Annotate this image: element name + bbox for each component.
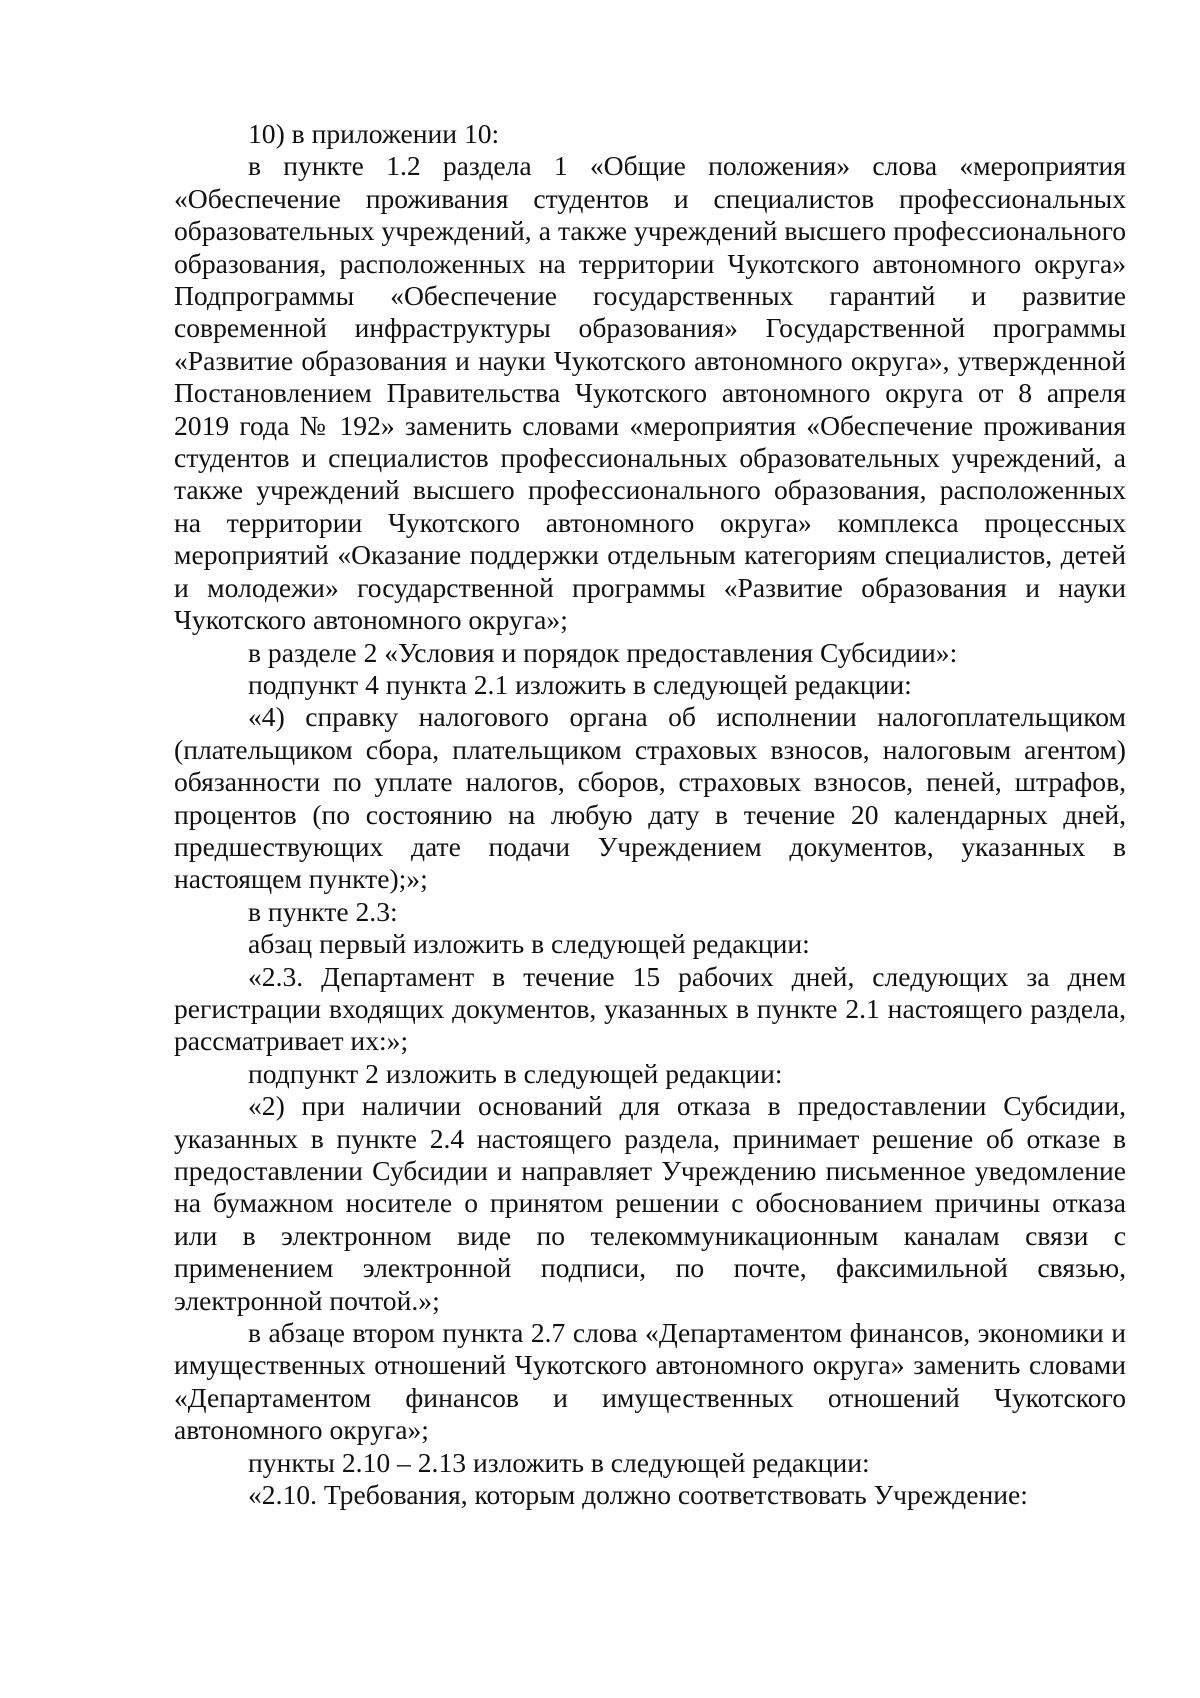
paragraph-clause23-heading: в пункте 2.3: bbox=[248, 895, 398, 927]
paragraph-clause27-amendment: в абзаце втором пункта 2.7 слова «Департаментом финансов, экономики и имущественных отношений Чукотского автономного округа» заменить словами «Департаментом финансов и имущественных отношений Чукотского автономного округа»; bbox=[174, 1317, 1126, 1446]
paragraph-clauses210-213-intro: пункты 2.10 – 2.13 изложить в следующей редакции: bbox=[248, 1446, 870, 1478]
paragraph-clause23-text: «2.3. Департамент в течение 15 рабочих дней, следующих за днем регистрации входящих документов, указанных в пункте 2.1 настоящего раздела, рассматривает их:»; bbox=[174, 960, 1126, 1057]
paragraph-appendix-heading: 10) в приложении 10: bbox=[248, 118, 500, 149]
paragraph-subclause2-intro: подпункт 2 изложить в следующей редакции: bbox=[248, 1057, 783, 1089]
paragraph-section1-amendment: в пункте 1.2 раздела 1 «Общие положения» слова «мероприятия «Обеспечение проживания студентов и специалистов профессиональных образовательных учреждений, а также учреждений высшего профессионального образования, расположенных на территории Чукотского автономного округа» Подпрограммы «Обеспечение государственных гарантий и развитие современной инфраструктуры образования» Государственной программы «Развитие образования и науки Чукотского автономного округа», утвержденной Постановлением Правительства Чукотского автономного округа от 8 апреля 2019 года № 192» заменить словами «мероприятия «Обеспечение проживания студентов и специалистов профессиональных образовательных учреждений, а также учреждений высшего профессионального образования, расположенных на территории Чукотского автономного округа» комплекса процессных мероприятий «Оказание поддержки отдельным категориям специалистов, детей и молодежи» государственной программы «Развитие образования и науки Чукотского автономного округа»; bbox=[174, 150, 1126, 636]
paragraph-subclause2-text: «2) при наличии оснований для отказа в предоставлении Субсидии, указанных в пункте 2.4 настоящего раздела, принимает решение об отказе в предоставлении Субсидии и направляет Учреждению письменное уведомление на бумажном носителе о принятом решении с обоснованием причины отказа или в электронном виде по телекоммуникационным каналам связи с применением электронной подписи, по почте, факсимильной связью, электронной почтой.»; bbox=[174, 1090, 1126, 1316]
paragraph-subclause4-intro: подпункт 4 пункта 2.1 изложить в следующей редакции: bbox=[248, 668, 912, 700]
paragraph-section2-heading: в разделе 2 «Условия и порядок предоставления Субсидии»: bbox=[248, 636, 958, 668]
paragraph-clause23-intro: абзац первый изложить в следующей редакции: bbox=[248, 928, 810, 960]
document-page bbox=[174, 118, 1126, 1511]
paragraph-subclause4-text: «4) справку налогового органа об исполнении налогоплательщиком (плательщиком сбора, плательщиком страховых взносов, налоговым агентом) обязанности по уплате налогов, сборов, страховых взносов, пеней, штрафов, процентов (по состоянию на любую дату в течение 20 календарных дней, предшествующих дате подачи Учреждением документов, указанных в настоящем пункте);»; bbox=[174, 701, 1126, 895]
paragraph-clause210-text: «2.10. Требования, которым должно соответствовать Учреждение: bbox=[248, 1479, 1028, 1511]
